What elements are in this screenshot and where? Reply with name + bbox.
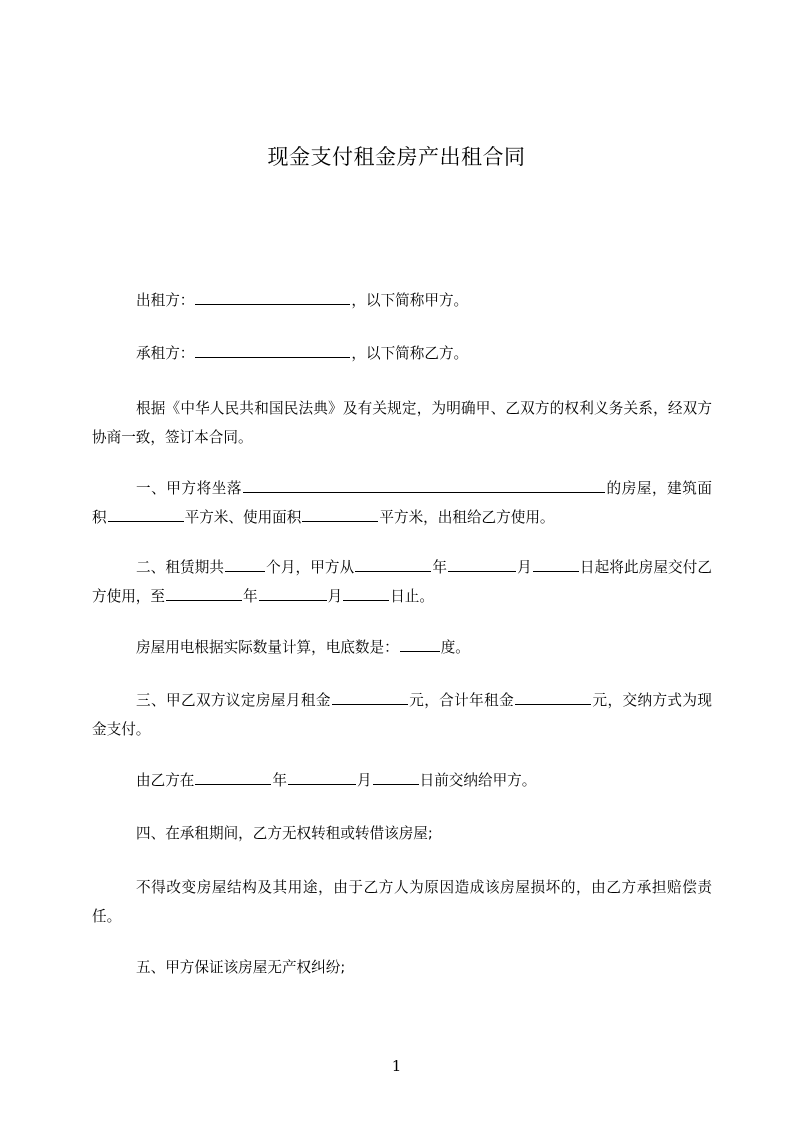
clause-2-text-b: 个月，甲方从 — [266, 559, 355, 576]
lessee-suffix: ，以下简称乙方。 — [351, 345, 469, 362]
clause-1-paragraph — [92, 474, 712, 532]
usable-area-blank — [302, 505, 378, 522]
payment-day-blank — [373, 768, 419, 785]
meter-reading-blank — [400, 635, 440, 652]
monthly-rent-blank — [332, 688, 408, 705]
lessee-line — [92, 339, 712, 368]
clause-5-paragraph: 五、甲方保证该房屋无产权纠纷; — [136, 959, 346, 976]
clause-2-text-d: 月 — [517, 559, 532, 576]
payment-text-d: 日前交纳给甲方。 — [419, 772, 537, 789]
preamble-paragraph: 根据《中华人民共和国民法典》及有关规定，为明确甲、乙双方的权利义务关系，经双方协商一致，签订本合同。 — [92, 400, 712, 446]
lessor-line — [92, 286, 712, 315]
start-month-blank — [448, 555, 516, 572]
location-blank — [243, 476, 605, 493]
electricity-line — [92, 633, 712, 662]
document-title: 现金支付租金房产出租合同 — [267, 145, 526, 169]
clause-4-paragraph: 四、在承租期间，乙方无权转租或转借该房屋; — [136, 825, 433, 842]
payment-year-blank — [195, 768, 271, 785]
clause-2-text-f: 年 — [242, 588, 258, 605]
clause-1-text-a: 一、甲方将坐落 — [136, 480, 242, 497]
annual-rent-blank — [515, 688, 591, 705]
lessee-label: 承租方： — [136, 345, 195, 362]
clause-2-text-c: 年 — [432, 559, 448, 576]
clause-1-text-b: 的房屋，建筑面积 — [92, 480, 712, 526]
start-year-blank — [355, 555, 431, 572]
clause-2-text-g: 月 — [327, 588, 343, 605]
payment-text-a: 由乙方在 — [136, 772, 195, 789]
clause-3-paragraph — [92, 686, 712, 744]
lease-months-blank — [225, 555, 265, 572]
clause-3-text-c: 元，交纳方式为现金支付。 — [92, 692, 712, 738]
clause-2-text-e: 日起将此房屋交付乙方使用，至 — [92, 559, 712, 605]
clause-1-text-d: 平方米，出租给乙方使用。 — [379, 509, 555, 526]
clause-3-text-b: 元，合计年租金 — [408, 692, 515, 709]
start-day-blank — [533, 555, 579, 572]
payment-text-c: 月 — [357, 772, 372, 789]
end-month-blank — [259, 584, 327, 601]
lessee-name-blank — [195, 341, 350, 358]
page-number: 1 — [391, 1057, 402, 1075]
lessor-name-blank — [195, 288, 350, 305]
end-year-blank — [166, 584, 242, 601]
end-day-blank — [343, 584, 389, 601]
clause-3-text-a: 三、甲乙双方议定房屋月租金 — [136, 692, 331, 709]
clause-1-text-c: 平方米、使用面积 — [184, 509, 302, 526]
building-area-blank — [108, 505, 184, 522]
clause-2-text-a: 二、租赁期共 — [136, 559, 225, 576]
damage-paragraph: 不得改变房屋结构及其用途，由于乙方人为原因造成该房屋损坏的，由乙方承担赔偿责任。 — [92, 879, 712, 925]
lessor-label: 出租方： — [136, 292, 195, 309]
payment-line — [92, 766, 712, 795]
lessor-suffix: ，以下简称甲方。 — [351, 292, 469, 309]
payment-month-blank — [288, 768, 356, 785]
payment-text-b: 年 — [272, 772, 287, 789]
electricity-text-a: 房屋用电根据实际数量计算，电底数是： — [136, 639, 399, 656]
electricity-text-b: 度。 — [440, 639, 470, 656]
clause-2-text-h: 日止。 — [390, 588, 434, 605]
clause-2-paragraph — [92, 553, 712, 611]
